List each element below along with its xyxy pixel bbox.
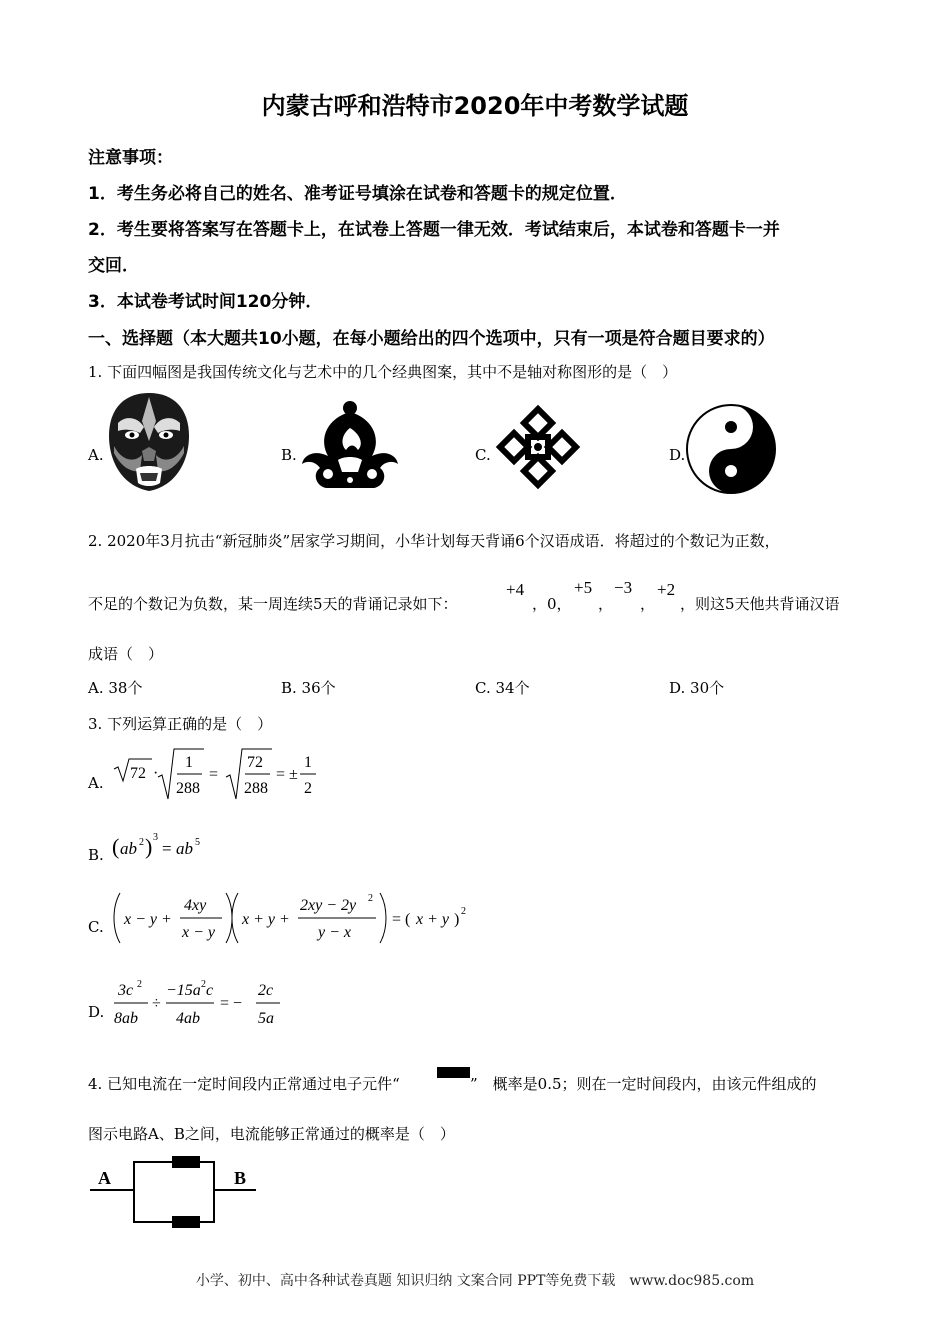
svg-text:8ab: 8ab — [114, 1010, 138, 1027]
q1-option-a-label: A. — [88, 446, 104, 464]
svg-text:÷: ÷ — [152, 995, 161, 1012]
circuit-component-top — [172, 1156, 200, 1168]
notes-item-2-cont: 交回． — [88, 256, 139, 276]
q1-option-b-label: B. — [281, 446, 297, 464]
svg-text:1: 1 — [304, 754, 312, 771]
taiji-yin-yang-image — [685, 403, 777, 495]
svg-text:·: · — [153, 765, 159, 782]
page-title: 内蒙古呼和浩特市2020年中考数学试题 — [261, 92, 689, 120]
svg-text:2: 2 — [368, 893, 373, 904]
q2-separator-1: ，0， — [532, 595, 572, 613]
question-1-stem: 1. 下面四幅图是我国传统文化与艺术中的几个经典图案，其中不是轴对称图形的是（ ） — [88, 363, 678, 381]
electronic-component-icon — [437, 1067, 470, 1078]
notes-item-2: 2．考生要将答案写在答题卡上，在试卷上答题一律无效．考试结束后，本试卷和答题卡一并 — [88, 220, 780, 240]
svg-text:5a: 5a — [258, 1010, 274, 1027]
svg-text:2: 2 — [461, 906, 466, 917]
q2-option-c: C. 34个 — [475, 679, 530, 697]
traditional-knot-c-image — [494, 403, 582, 491]
svg-text:2xy − 2y: 2xy − 2y — [300, 897, 357, 914]
question-2-line-1: 2. 2020年3月抗击“新冠肺炎”居家学习期间，小华计划每天背诵6个汉语成语．将超过的个数记为正数， — [88, 532, 780, 550]
notes-item-3: 3．本试卷考试时间120分钟． — [88, 292, 323, 312]
q2-line2-pre: 不足的个数记为负数，某一周连续5天的背诵记录如下： — [88, 595, 458, 613]
svg-text:=: = — [162, 839, 172, 858]
svg-text:(: ( — [112, 834, 120, 859]
svg-text:= (: = ( — [392, 911, 411, 928]
svg-text:x − y: x − y — [182, 924, 215, 941]
q3-option-a-formula — [110, 745, 330, 805]
q2-value-1: +4 — [506, 580, 525, 599]
opera-mask-image — [104, 391, 194, 493]
circuit-label-a: A — [98, 1168, 111, 1188]
svg-text:288: 288 — [176, 780, 200, 797]
q3-option-d-label: D. — [88, 1003, 105, 1021]
svg-text:= −: = − — [220, 995, 243, 1012]
svg-text:72: 72 — [130, 765, 146, 782]
q4-line1-pre: 4. 已知电流在一定时间段内正常通过电子元件“ — [88, 1075, 400, 1093]
q4-line1-post: ” 概率是0.5；则在一定时间段内，由该元件组成的 — [470, 1075, 817, 1093]
q2-value-4: +2 — [657, 580, 676, 599]
q3-option-c-formula — [110, 887, 480, 949]
svg-text:= ±: = ± — [276, 766, 298, 783]
q2-value-3: −3 — [614, 578, 633, 597]
svg-text:2: 2 — [304, 780, 312, 797]
svg-text:5: 5 — [195, 837, 200, 848]
circuit-diagram — [88, 1150, 268, 1230]
svg-text:1: 1 — [185, 754, 193, 771]
q2-option-b: B. 36个 — [281, 679, 336, 697]
svg-text:2: 2 — [137, 979, 142, 990]
page-footer: 小学、初中、高中各种试卷真题 知识归纳 文案合同 PPT等免费下载 www.doc985.com — [195, 1273, 755, 1289]
q2-separator-3: ， — [640, 595, 656, 613]
svg-text:3c: 3c — [118, 982, 134, 999]
q3-option-b-label: B. — [88, 846, 104, 864]
svg-text:4xy: 4xy — [184, 897, 207, 914]
q3-option-c-label: C. — [88, 918, 104, 936]
question-4-line-2: 图示电路A、B之间，电流能够正常通过的概率是（ ） — [88, 1125, 455, 1143]
notes-item-1: 1．考生务必将自己的姓名、准考证号填涂在试卷和答题卡的规定位置． — [88, 184, 627, 204]
svg-text:288: 288 — [244, 780, 268, 797]
svg-text:x + y +: x + y + — [242, 911, 290, 928]
q1-option-d-label: D. — [669, 446, 686, 464]
svg-text:y − x: y − x — [318, 924, 351, 941]
question-4-line-1 — [88, 1073, 400, 1094]
q1-option-c-label: C. — [475, 446, 491, 464]
svg-text:2: 2 — [201, 979, 206, 990]
notes-heading: 注意事项： — [88, 148, 173, 168]
q2-option-a: A. 38个 — [88, 679, 143, 697]
q2-line2-post: ，则这5天他共背诵汉语 — [680, 595, 840, 613]
question-3-stem: 3. 下列运算正确的是（ ） — [88, 715, 273, 733]
svg-text:2: 2 — [139, 837, 144, 848]
svg-text:−15a: −15a — [166, 982, 201, 999]
q3-option-d-formula — [110, 973, 300, 1033]
circuit-label-b: B — [234, 1168, 247, 1188]
svg-text:3: 3 — [153, 832, 158, 843]
svg-text:x + y: x + y — [416, 911, 449, 928]
q2-value-2: +5 — [574, 578, 593, 597]
q3-option-b-formula — [110, 828, 220, 864]
q2-separator-2: ， — [598, 595, 614, 613]
svg-text:2c: 2c — [258, 982, 274, 999]
question-2-line-2 — [88, 593, 458, 614]
circuit-component-bottom — [172, 1216, 200, 1228]
q2-option-d: D. 30个 — [669, 679, 725, 697]
question-2-line-3: 成语（ ） — [88, 645, 164, 663]
svg-text:): ) — [454, 911, 460, 928]
svg-text:ab: ab — [176, 839, 193, 858]
svg-text:72: 72 — [247, 754, 263, 771]
svg-text:c: c — [206, 982, 214, 999]
svg-text:x − y +: x − y + — [124, 911, 172, 928]
svg-text:): ) — [145, 834, 153, 859]
svg-text:4ab: 4ab — [176, 1010, 200, 1027]
section-heading: 一、选择题（本大题共10小题，在每小题给出的四个选项中，只有一项是符合题目要求的） — [88, 329, 775, 349]
traditional-ornament-b-image — [298, 398, 402, 490]
svg-text:ab: ab — [120, 839, 137, 858]
q3-option-a-label: A. — [88, 774, 104, 792]
svg-text:=: = — [209, 766, 219, 783]
